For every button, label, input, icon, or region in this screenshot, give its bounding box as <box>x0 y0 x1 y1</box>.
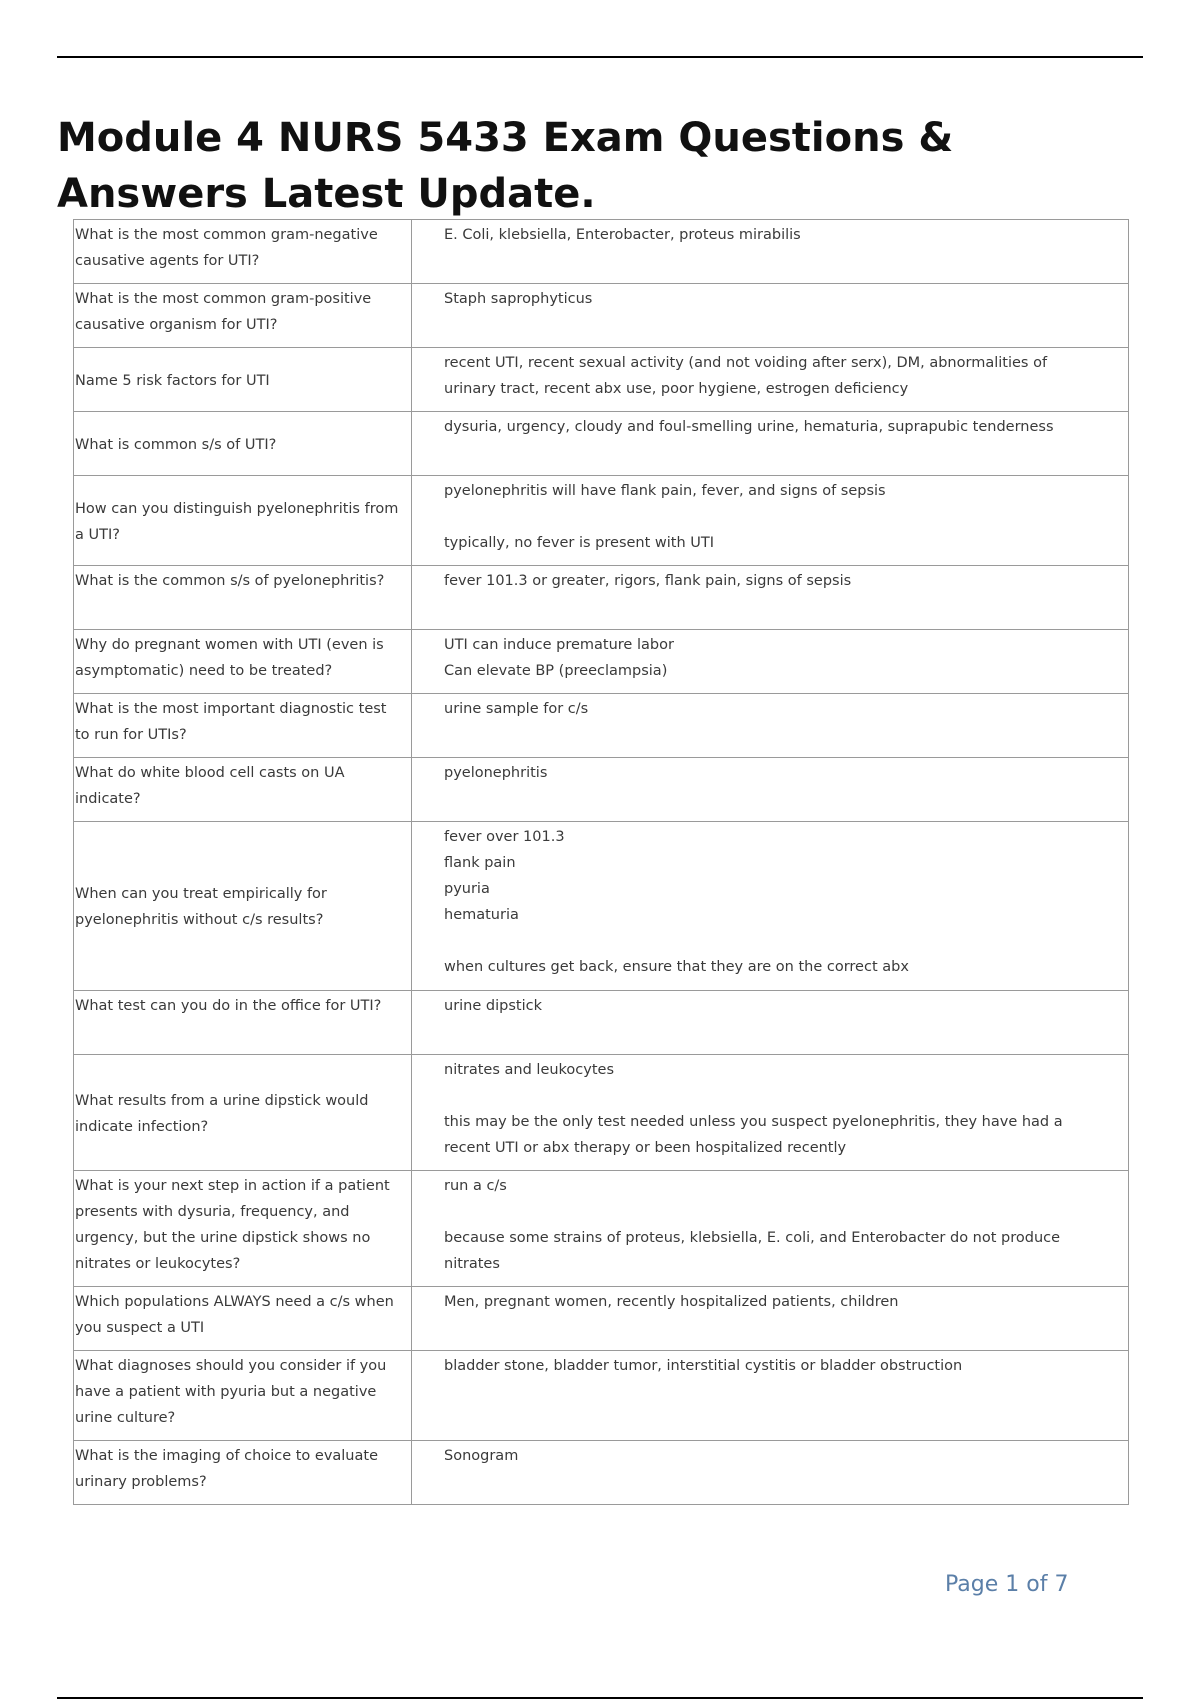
question-cell: What is the most common gram-positive causative organism for UTI? <box>74 284 412 348</box>
answer-line <box>444 928 1088 954</box>
answer-line <box>444 1199 1088 1225</box>
question-cell: What test can you do in the office for UTI? <box>74 991 412 1055</box>
answer-cell <box>412 1441 1129 1505</box>
answer-cell <box>412 694 1129 758</box>
question-cell: Which populations ALWAYS need a c/s when you suspect a UTI <box>74 1287 412 1351</box>
answer-cell <box>412 1171 1129 1287</box>
answer-line: hematuria <box>444 907 519 923</box>
answer-line: urine sample for c/s <box>444 701 589 717</box>
answer-line: Staph saprophyticus <box>444 291 593 307</box>
page-number: Page 1 of 7 <box>945 1572 1069 1597</box>
table-row <box>74 1171 1129 1287</box>
question-cell: What do white blood cell casts on UA indicate? <box>74 758 412 822</box>
answer-cell <box>412 566 1129 630</box>
table-row <box>74 630 1129 694</box>
qa-table <box>73 219 1129 1505</box>
answer-line: because some strains of proteus, klebsiella, E. coli, and Enterobacter do not produce nitrates <box>444 1230 1061 1272</box>
answer-cell <box>412 412 1129 476</box>
question-cell: What is your next step in action if a patient presents with dysuria, frequency, and urgency, but the urine dipstick shows no nitrates or leukocytes? <box>74 1171 412 1287</box>
answer-line: fever over 101.3 <box>444 829 565 845</box>
question-cell: What is common s/s of UTI? <box>74 412 412 476</box>
answer-line <box>444 1083 1088 1109</box>
question-cell: What is the common s/s of pyelonephritis? <box>74 566 412 630</box>
question-cell: What results from a urine dipstick would indicate infection? <box>74 1055 412 1171</box>
question-cell: What is the most important diagnostic test to run for UTIs? <box>74 694 412 758</box>
answer-line: dysuria, urgency, cloudy and foul-smelling urine, hematuria, suprapubic tenderness <box>444 419 1054 435</box>
table-row <box>74 822 1129 991</box>
question-cell: When can you treat empirically for pyelonephritis without c/s results? <box>74 822 412 991</box>
table-row <box>74 284 1129 348</box>
answer-line: Men, pregnant women, recently hospitalized patients, children <box>444 1294 899 1310</box>
answer-cell <box>412 991 1129 1055</box>
answer-cell <box>412 758 1129 822</box>
answer-cell <box>412 220 1129 284</box>
answer-line: pyuria <box>444 881 490 897</box>
qa-table-body <box>74 220 1129 1505</box>
answer-line: Sonogram <box>444 1448 519 1464</box>
answer-line: urine dipstick <box>444 998 542 1014</box>
answer-cell <box>412 822 1129 991</box>
table-row <box>74 1441 1129 1505</box>
answer-cell <box>412 284 1129 348</box>
question-cell: Name 5 risk factors for UTI <box>74 348 412 412</box>
answer-line: pyelonephritis <box>444 765 548 781</box>
question-cell: How can you distinguish pyelonephritis from a UTI? <box>74 476 412 566</box>
top-divider <box>57 56 1143 58</box>
answer-line: E. Coli, klebsiella, Enterobacter, proteus mirabilis <box>444 227 801 243</box>
answer-line <box>444 504 1088 530</box>
question-cell: What diagnoses should you consider if you have a patient with pyuria but a negative urine culture? <box>74 1351 412 1441</box>
question-cell: Why do pregnant women with UTI (even is asymptomatic) need to be treated? <box>74 630 412 694</box>
table-row <box>74 991 1129 1055</box>
answer-cell <box>412 1055 1129 1171</box>
question-cell: What is the imaging of choice to evaluate urinary problems? <box>74 1441 412 1505</box>
answer-line: when cultures get back, ensure that they are on the correct abx <box>444 959 909 975</box>
answer-line: pyelonephritis will have flank pain, fever, and signs of sepsis <box>444 483 886 499</box>
answer-line: recent UTI, recent sexual activity (and not voiding after serx), DM, abnormalities of urinary tract, recent abx use, poor hygiene, estrogen deficiency <box>444 355 1048 397</box>
table-row <box>74 1287 1129 1351</box>
answer-line: nitrates and leukocytes <box>444 1062 615 1078</box>
table-row <box>74 476 1129 566</box>
table-row <box>74 412 1129 476</box>
table-row <box>74 1351 1129 1441</box>
page-title: Module 4 NURS 5433 Exam Questions & Answers Latest Update. <box>57 115 954 217</box>
bottom-divider <box>57 1697 1143 1699</box>
answer-line: UTI can induce premature labor <box>444 637 674 653</box>
answer-cell <box>412 630 1129 694</box>
answer-line: flank pain <box>444 855 516 871</box>
answer-line: typically, no fever is present with UTI <box>444 535 715 551</box>
table-row <box>74 220 1129 284</box>
answer-line: run a c/s <box>444 1178 507 1194</box>
answer-line: fever 101.3 or greater, rigors, flank pain, signs of sepsis <box>444 573 852 589</box>
answer-line: this may be the only test needed unless you suspect pyelonephritis, they have had a recent UTI or abx therapy or been hospitalized recently <box>444 1114 1063 1156</box>
answer-line: bladder stone, bladder tumor, interstitial cystitis or bladder obstruction <box>444 1358 963 1374</box>
table-row <box>74 566 1129 630</box>
table-row <box>74 694 1129 758</box>
answer-cell <box>412 1351 1129 1441</box>
answer-line: Can elevate BP (preeclampsia) <box>444 663 668 679</box>
answer-cell <box>412 1287 1129 1351</box>
table-row <box>74 1055 1129 1171</box>
table-row <box>74 758 1129 822</box>
table-row <box>74 348 1129 412</box>
answer-cell <box>412 476 1129 566</box>
answer-cell <box>412 348 1129 412</box>
question-cell: What is the most common gram-negative causative agents for UTI? <box>74 220 412 284</box>
